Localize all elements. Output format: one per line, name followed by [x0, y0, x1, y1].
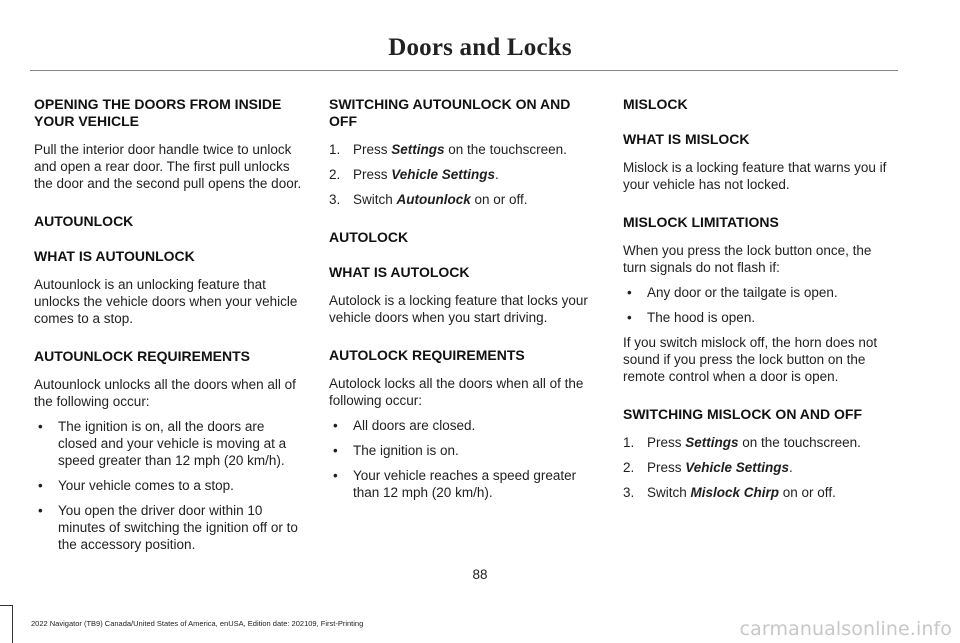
list-item	[34, 477, 306, 494]
step-number: 3.	[623, 485, 635, 500]
header-divider	[30, 70, 898, 71]
section-heading-opening-doors: OPENING THE DOORS FROM INSIDE YOUR VEHICLE	[34, 96, 282, 129]
subheading-what-is-autolock: WHAT IS AUTOLOCK	[329, 264, 470, 280]
step-emphasis: Autounlock	[396, 192, 471, 207]
step-emphasis: Vehicle Settings	[391, 167, 496, 182]
list-item-text: Any door or the tailgate is open.	[647, 285, 838, 300]
subheading-what-is-autounlock: WHAT IS AUTOUNLOCK	[34, 248, 195, 264]
list-item-text: The ignition is on, all the doors are closed and your vehicle is moving at a speed greater than 12 mph (20 km/h).	[58, 419, 287, 468]
step-emphasis: Vehicle Settings	[685, 460, 790, 475]
step-emphasis: Mislock Chirp	[690, 485, 780, 500]
step-text: Press	[353, 167, 392, 182]
step-text: on the touchscreen.	[444, 142, 567, 157]
step-item	[623, 484, 895, 501]
list-item	[34, 418, 306, 469]
section-heading-switching-mislock: SWITCHING MISLOCK ON AND OFF	[623, 406, 863, 422]
step-item	[623, 434, 895, 451]
section-heading-switching-autounlock: SWITCHING AUTOUNLOCK ON AND OFF	[329, 96, 571, 129]
step-text: Switch	[647, 485, 691, 500]
subheading-what-is-mislock: WHAT IS MISLOCK	[623, 131, 750, 147]
edition-footer: 2022 Navigator (TB9) Canada/United States of America, enUSA, Edition date: 202109, First-Printing	[31, 619, 364, 628]
bullet-mark: •	[333, 443, 338, 458]
page-header-title: Doors and Locks	[388, 34, 572, 61]
bullet-mark: •	[38, 478, 43, 493]
paragraph-what-is-autolock: Autolock is a locking feature that locks your vehicle doors when you start driving.	[329, 293, 588, 325]
step-text: .	[789, 460, 793, 475]
list-item-text: The hood is open.	[647, 310, 756, 325]
list-item	[623, 309, 895, 326]
list-item-text: All doors are closed.	[353, 418, 476, 433]
bullet-mark: •	[627, 285, 632, 300]
paragraph-opening-doors: Pull the interior door handle twice to unlock and open a rear door. The first pull unlocks the door and the second pull opens the door.	[34, 142, 302, 191]
autounlock-conditions-list	[34, 418, 306, 553]
bullet-mark: •	[38, 419, 43, 434]
page-number: 88	[472, 567, 488, 582]
list-item-text: You open the driver door within 10 minutes of switching the ignition off or to the accessory position.	[58, 503, 298, 552]
autolock-conditions-list	[329, 417, 601, 501]
crop-mark	[0, 605, 12, 606]
column-left	[34, 96, 306, 561]
autounlock-steps-list	[329, 141, 601, 208]
list-item-text: Your vehicle reaches a speed greater than 12 mph (20 km/h).	[353, 468, 577, 500]
list-item	[623, 284, 895, 301]
step-emphasis: Settings	[685, 435, 739, 450]
step-number: 1.	[329, 142, 341, 157]
paragraph-what-is-mislock: Mislock is a locking feature that warns you if your vehicle has not locked.	[623, 160, 887, 192]
bullet-mark: •	[333, 418, 338, 433]
step-emphasis: Settings	[391, 142, 445, 157]
section-heading-autolock: AUTOLOCK	[329, 229, 409, 245]
subheading-mislock-limitations: MISLOCK LIMITATIONS	[623, 214, 779, 230]
step-text: Press	[647, 435, 686, 450]
step-item	[329, 166, 601, 183]
step-number: 2.	[329, 167, 341, 182]
list-item	[329, 417, 601, 434]
step-text: Press	[647, 460, 686, 475]
crop-mark	[12, 605, 13, 643]
watermark: carmanualsonline.info	[739, 618, 952, 640]
section-heading-autounlock: AUTOUNLOCK	[34, 213, 134, 229]
mislock-steps-list	[623, 434, 895, 501]
step-text: Press	[353, 142, 392, 157]
paragraph-autounlock-requirements: Autounlock unlocks all the doors when all of the following occur:	[34, 377, 296, 409]
paragraph-autolock-requirements: Autolock locks all the doors when all of the following occur:	[329, 376, 584, 408]
step-text: Switch	[353, 192, 397, 207]
step-number: 3.	[329, 192, 341, 207]
step-text: on or off.	[779, 485, 836, 500]
bullet-mark: •	[627, 310, 632, 325]
subheading-autounlock-requirements: AUTOUNLOCK REQUIREMENTS	[34, 348, 250, 364]
list-item-text: The ignition is on.	[353, 443, 459, 458]
list-item-text: Your vehicle comes to a stop.	[58, 478, 234, 493]
step-item	[623, 459, 895, 476]
subheading-autolock-requirements: AUTOLOCK REQUIREMENTS	[329, 347, 525, 363]
list-item	[329, 442, 601, 459]
paragraph-mislock-limitations: When you press the lock button once, the turn signals do not flash if:	[623, 243, 872, 275]
step-text: on or off.	[470, 192, 528, 207]
bullet-mark: •	[38, 503, 43, 518]
section-heading-mislock: MISLOCK	[623, 96, 688, 112]
list-item	[329, 467, 601, 501]
mislock-limitations-list	[623, 284, 895, 326]
list-item	[34, 502, 306, 553]
step-number: 2.	[623, 460, 635, 475]
step-number: 1.	[623, 435, 635, 450]
column-middle	[329, 96, 601, 509]
step-text: .	[495, 167, 499, 182]
step-text: on the touchscreen.	[738, 435, 861, 450]
paragraph-mislock-horn: If you switch mislock off, the horn does not sound if you press the lock button on the remote control when a door is open.	[623, 335, 878, 384]
paragraph-what-is-autounlock: Autounlock is an unlocking feature that unlocks the vehicle doors when your vehicle comes to a stop.	[34, 277, 298, 326]
bullet-mark: •	[333, 468, 338, 483]
step-item	[329, 141, 601, 158]
step-item	[329, 191, 601, 208]
column-right	[623, 96, 895, 509]
